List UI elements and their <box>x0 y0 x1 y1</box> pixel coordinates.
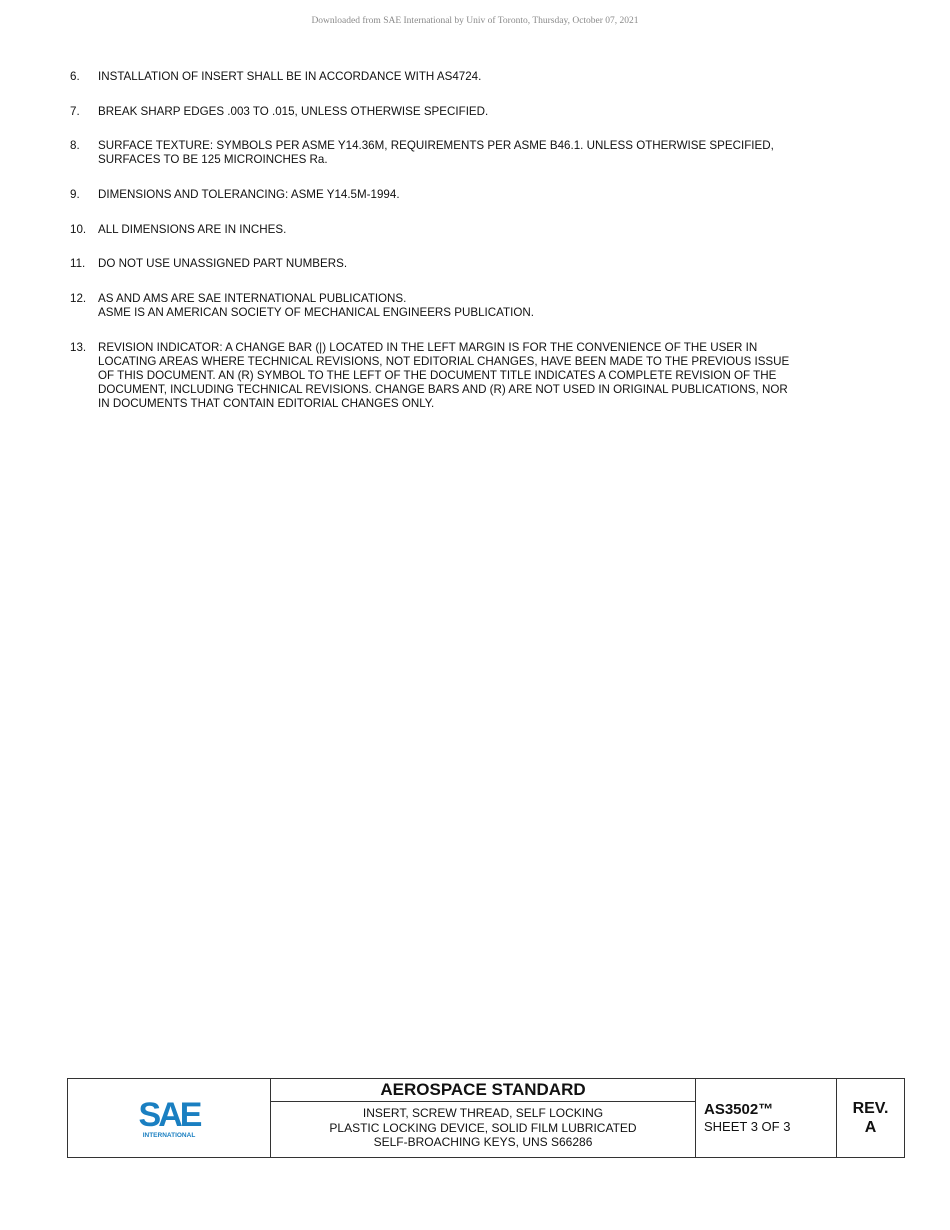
notes-list <box>70 70 860 432</box>
note-text <box>98 257 860 271</box>
note-text <box>98 223 860 237</box>
note-line: INSTALLATION OF INSERT SHALL BE IN ACCORDANCE WITH AS4724. <box>98 70 482 83</box>
document-number: AS3502™ <box>704 1101 774 1118</box>
note-item <box>70 70 860 84</box>
note-line: DIMENSIONS AND TOLERANCING: ASME Y14.5M-1994. <box>98 187 400 201</box>
note-line: LOCATING AREAS WHERE TECHNICAL REVISIONS, NOT EDITORIAL CHANGES, HAVE BEEN MADE TO THE PREVIOUS ISSUE <box>98 354 790 368</box>
note-item <box>70 257 860 271</box>
note-item <box>70 341 860 412</box>
note-item <box>70 292 860 320</box>
note-number: 8. <box>70 139 80 153</box>
note-line: DOCUMENT, INCLUDING TECHNICAL REVISIONS. CHANGE BARS AND (R) ARE NOT USED IN ORIGINAL PUBLICATIONS, NOR <box>98 383 788 397</box>
logo-wordmark: SAE <box>138 1096 200 1134</box>
logo-subtext: INTERNATIONAL <box>142 1132 196 1139</box>
description-line: PLASTIC LOCKING DEVICE, SOLID FILM LUBRICATED <box>329 1120 637 1135</box>
note-number: 11. <box>70 257 86 271</box>
document-type-heading: AEROSPACE STANDARD <box>271 1079 695 1102</box>
description-line: SELF-BROACHING KEYS, UNS S66286 <box>373 1135 593 1149</box>
note-line: OF THIS DOCUMENT. AN (R) SYMBOL TO THE LEFT OF THE DOCUMENT TITLE INDICATES A COMPLETE REVISION OF THE <box>98 368 777 382</box>
note-number: 9. <box>70 187 80 201</box>
title-cell <box>271 1079 696 1157</box>
note-number: 10. <box>70 222 87 236</box>
note-line: ASME IS AN AMERICAN SOCIETY OF MECHANICAL ENGINEERS PUBLICATION. <box>98 305 534 319</box>
note-line: ALL DIMENSIONS ARE IN INCHES. <box>98 222 287 236</box>
note-item <box>70 139 860 167</box>
note-text <box>98 188 860 202</box>
note-text <box>98 105 860 119</box>
sheet-indicator: SHEET 3 OF 3 <box>704 1119 791 1134</box>
revision-cell <box>837 1079 904 1157</box>
document-number-cell <box>696 1079 837 1157</box>
note-number: 7. <box>70 104 80 118</box>
note-text <box>98 70 860 84</box>
note-line: SURFACE TEXTURE: SYMBOLS PER ASME Y14.36M, REQUIREMENTS PER ASME B46.1. UNLESS OTHERWISE SPECIFIED, <box>98 139 774 153</box>
note-line: IN DOCUMENTS THAT CONTAIN EDITORIAL CHANGES ONLY. <box>98 397 435 411</box>
description-line: INSERT, SCREW THREAD, SELF LOCKING <box>362 1106 604 1120</box>
document-description <box>271 1102 695 1157</box>
note-number: 6. <box>70 70 80 83</box>
note-number: 12. <box>70 291 87 305</box>
note-line: REVISION INDICATOR: A CHANGE BAR (|) LOCATED IN THE LEFT MARGIN IS FOR THE CONVENIENCE OF THE USER IN <box>98 340 758 354</box>
note-item <box>70 223 860 237</box>
note-text <box>98 341 860 412</box>
note-item <box>70 105 860 119</box>
revision-label: REV. <box>852 1100 889 1117</box>
sae-logo-mark <box>134 1096 204 1140</box>
sae-logo <box>68 1079 271 1157</box>
note-text <box>98 292 860 320</box>
note-line: SURFACES TO BE 125 MICROINCHES Ra. <box>98 153 328 167</box>
note-line: AS AND AMS ARE SAE INTERNATIONAL PUBLICATIONS. <box>98 291 407 305</box>
revision-value: A <box>864 1119 877 1136</box>
note-text <box>98 139 860 167</box>
download-note: Downloaded from SAE International by Univ of Toronto, Thursday, October 07, 2021 <box>311 16 639 26</box>
note-number: 13. <box>70 340 87 354</box>
note-line: BREAK SHARP EDGES .003 TO .015, UNLESS OTHERWISE SPECIFIED. <box>98 104 489 118</box>
note-line: DO NOT USE UNASSIGNED PART NUMBERS. <box>98 257 348 271</box>
note-item <box>70 188 860 202</box>
title-block <box>67 1078 905 1158</box>
